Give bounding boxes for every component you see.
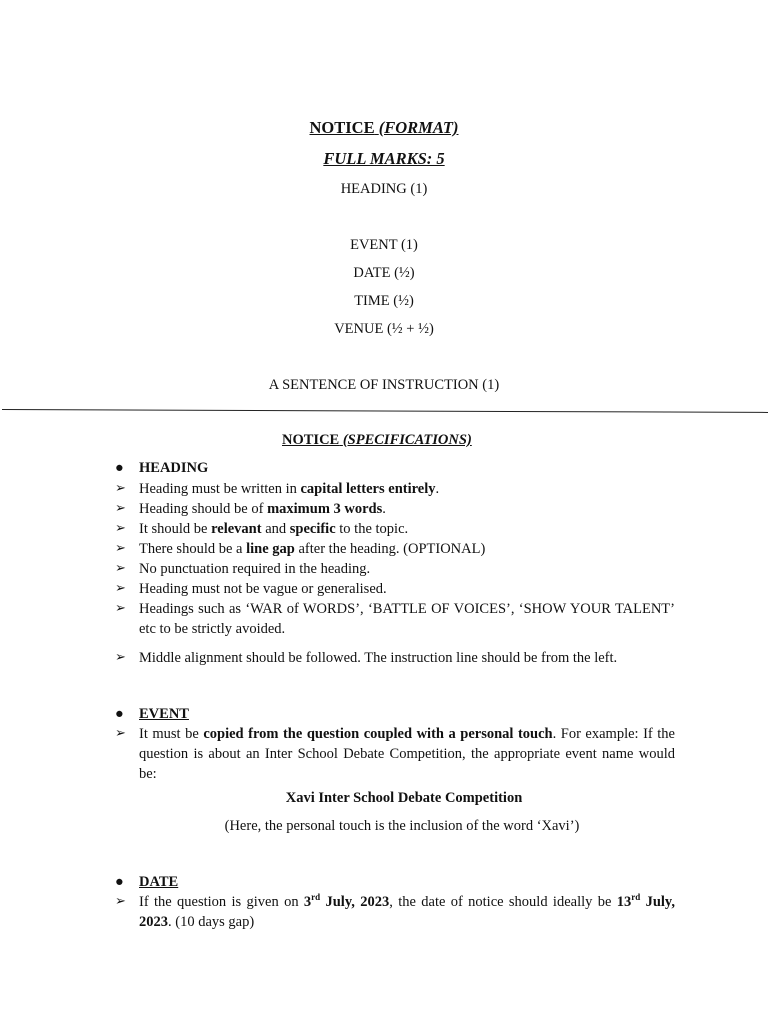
full-marks: FULL MARKS: 5 — [323, 149, 445, 168]
list-item: ➢ No punctuation required in the heading. — [115, 561, 371, 577]
format-heading: HEADING (1) — [340, 181, 428, 197]
format-title: NOTICE (FORMAT) — [309, 118, 459, 137]
list-item: ➢ Middle alignment should be followed. The instruction line should be from the left. — [115, 650, 618, 666]
arrow-bullet-icon: ➢ — [115, 501, 126, 516]
list-item: ➢ There should be a line gap after the heading. (OPTIONAL) — [115, 541, 486, 557]
list-item: ➢ Heading must not be vague or generalised. — [115, 581, 387, 597]
specs-title: NOTICE (SPECIFICATIONS) — [282, 432, 472, 448]
arrow-bullet-icon: ➢ — [115, 561, 126, 576]
list-item: ➢ It should be relevant and specific to the topic. — [115, 521, 409, 537]
arrow-bullet-icon: ➢ — [115, 894, 126, 909]
dot-bullet-icon: ● — [115, 460, 124, 476]
event-note: (Here, the personal touch is the inclusion of the word ‘Xavi’) — [224, 818, 580, 834]
format-date: DATE (½) — [353, 265, 415, 281]
heading-section-label: ● HEADING — [115, 460, 209, 476]
format-instruction: A SENTENCE OF INSTRUCTION (1) — [268, 377, 500, 393]
section-divider — [2, 409, 768, 413]
date-section-label: ● DATE — [115, 874, 179, 890]
list-item: ➢ If the question is given on 3rd July, 2023, the date of notice should ideally be 13rd July, 2023. (10 days gap) — [115, 892, 676, 930]
list-item: ➢ Headings such as ‘WAR of WORDS’, ‘BATTLE OF VOICES’, ‘SHOW YOUR TALENT’ etc to be strictly avoided. — [115, 601, 675, 637]
arrow-bullet-icon: ➢ — [115, 521, 126, 536]
list-item: ➢ It must be copied from the question coupled with a personal touch. For example: If the question is about an Inter School Debate Competition, the appropriate event name would be: — [115, 726, 675, 782]
dot-bullet-icon: ● — [115, 706, 124, 722]
format-venue: VENUE (½ + ½) — [334, 321, 434, 337]
dot-bullet-icon: ● — [115, 874, 124, 890]
arrow-bullet-icon: ➢ — [115, 726, 126, 741]
arrow-bullet-icon: ➢ — [115, 481, 126, 496]
list-item: ➢ Heading must be written in capital letters entirely. — [115, 481, 440, 497]
arrow-bullet-icon: ➢ — [115, 601, 126, 616]
format-time: TIME (½) — [354, 293, 414, 309]
arrow-bullet-icon: ➢ — [115, 650, 126, 665]
format-event: EVENT (1) — [350, 237, 418, 253]
event-section-label: ● EVENT — [115, 706, 189, 722]
arrow-bullet-icon: ➢ — [115, 541, 126, 556]
event-example: Xavi Inter School Debate Competition — [285, 790, 523, 806]
arrow-bullet-icon: ➢ — [115, 581, 126, 596]
list-item: ➢ Heading should be of maximum 3 words. — [115, 501, 386, 517]
